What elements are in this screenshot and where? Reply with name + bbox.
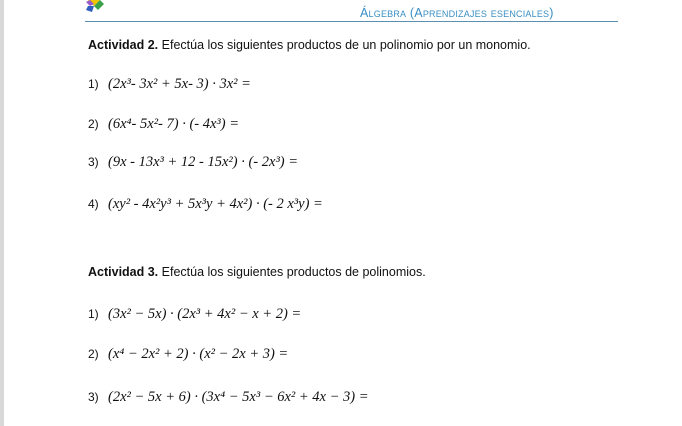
exercise-expression: (3x² − 5x) · (2x³ + 4x² − x + 2) = — [108, 306, 302, 322]
page-edge — [0, 0, 4, 426]
exercise-number: 4) — [88, 197, 99, 211]
activity-3-label: Actividad 3. — [88, 265, 159, 279]
activity-3-instruction: Efectúa los siguientes productos de polinomios. — [161, 265, 426, 279]
activity-2-label: Actividad 2. — [88, 38, 159, 52]
exercise-number: 3) — [88, 390, 99, 404]
activity-2-heading — [88, 38, 531, 52]
header-title: Álgebra (Aprendizajes esenciales) — [360, 6, 554, 20]
exercise-number: 3) — [88, 155, 99, 169]
exercise-expression: (9x - 13x³ + 12 - 15x²) · (- 2x³) = — [108, 154, 299, 170]
activity-2-instruction: Efectúa los siguientes productos de un polinomio por un monomio. — [161, 38, 531, 52]
exercise-expression: (6x⁴- 5x²- 7) · (- 4x³) = — [108, 116, 240, 132]
exercise-item — [88, 116, 239, 133]
activity-3-heading — [88, 265, 426, 279]
exercise-item — [88, 76, 251, 93]
exercise-number: 1) — [88, 77, 99, 91]
exercise-expression: (2x² − 5x + 6) · (3x⁴ − 5x³ − 6x² + 4x − 3) = — [108, 389, 369, 405]
exercise-item — [88, 196, 323, 213]
exercise-expression: (2x³- 3x² + 5x- 3) · 3x² = — [108, 76, 251, 92]
exercise-item — [88, 389, 369, 406]
header-divider — [85, 21, 618, 22]
exercise-expression: (xy² - 4x²y³ + 5x³y + 4x²) · (- 2 x³y) = — [108, 196, 323, 212]
exercise-expression: (x⁴ − 2x² + 2) · (x² − 2x + 3) = — [108, 346, 289, 362]
exercise-number: 2) — [88, 117, 99, 131]
exercise-item — [88, 154, 298, 171]
logo-icon — [84, 0, 104, 14]
exercise-item — [88, 346, 288, 363]
exercise-item — [88, 306, 301, 323]
exercise-number: 2) — [88, 347, 99, 361]
exercise-number: 1) — [88, 307, 99, 321]
